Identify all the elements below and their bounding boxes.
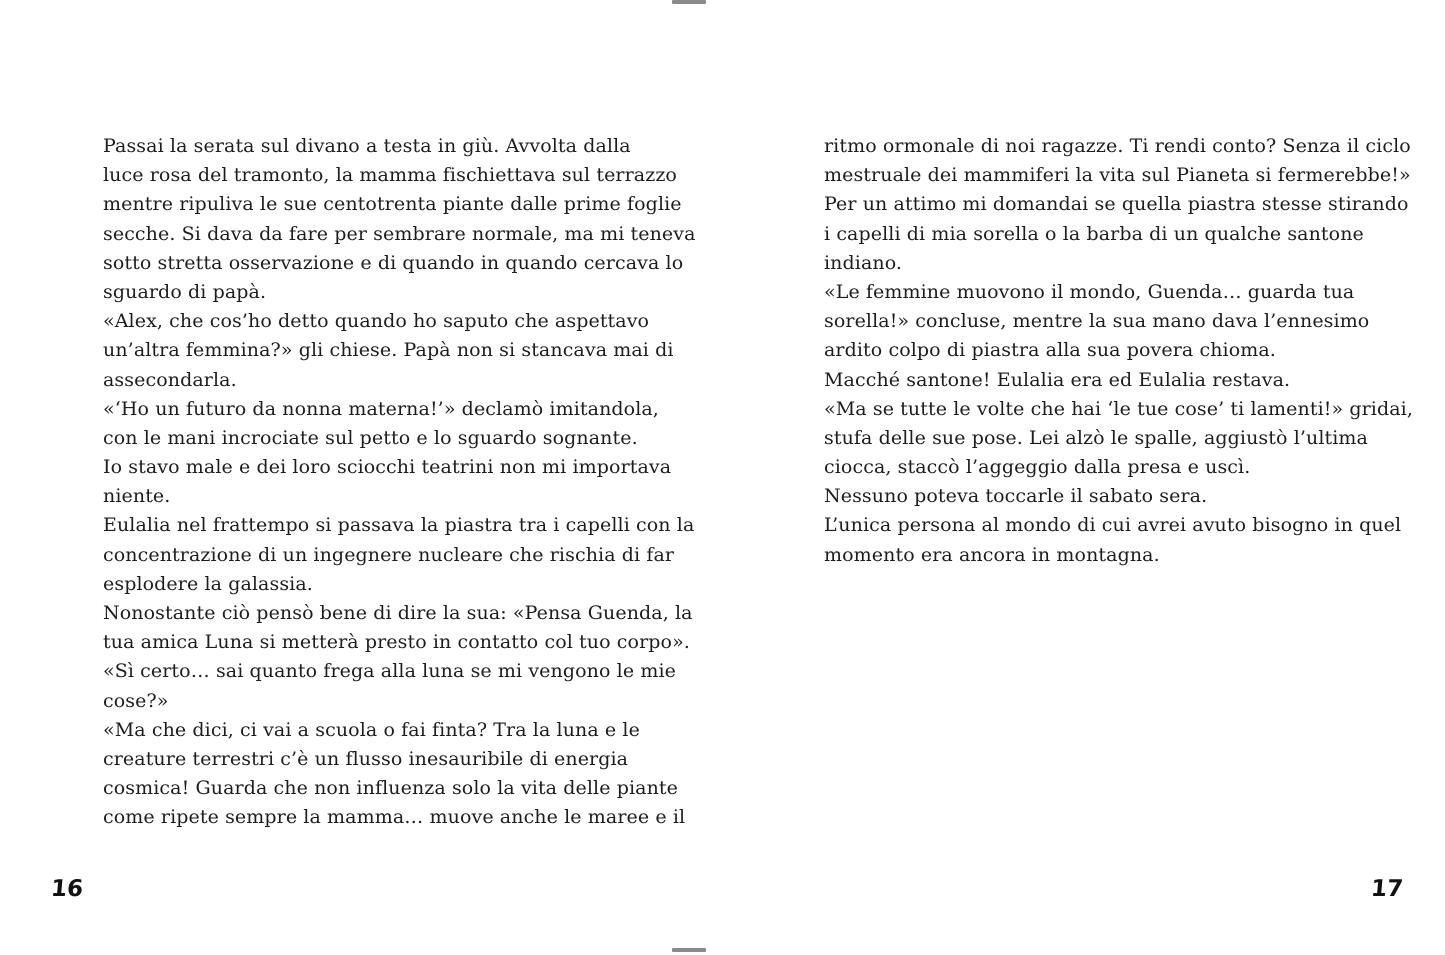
text-line: con le mani incrociate sul petto e lo sguardo sognante.	[103, 426, 638, 449]
text-line: concentrazione di un ingegnere nucleare che rischia di far	[103, 543, 675, 566]
text-line: «Ma che dici, ci vai a scuola o fai finta? Tra la luna e le	[103, 718, 640, 741]
text-line: tua amica Luna si metterà presto in contatto col tuo corpo».	[103, 631, 690, 654]
left-page-number: 16	[49, 876, 85, 902]
text-line: Passai la serata sul divano a testa in giù. Avvolta dalla	[103, 135, 631, 157]
text-line: sotto stretta osservazione e di quando in quando cercava lo	[103, 251, 684, 274]
text-line: un’altra femmina?» gli chiese. Papà non si stancava mai di	[103, 339, 674, 362]
text-line: L’unica persona al mondo di cui avrei avuto bisogno in quel	[824, 514, 1402, 537]
text-line: Nonostante ciò pensò bene di dire la sua: «Pensa Guenda, la	[103, 602, 693, 624]
text-line: mestruale dei mammiferi la vita sul Pianeta si fermerebbe!»	[824, 164, 1411, 187]
text-line: cosmica! Guarda che non influenza solo la vita delle piante	[103, 777, 678, 800]
text-line: sorella!» concluse, mentre la sua mano dava l’ennesimo	[824, 310, 1370, 333]
text-line: secche. Si dava da fare per sembrare normale, ma mi teneva	[103, 222, 696, 245]
text-line: «Sì certo… sai quanto frega alla luna se mi vengono le mie	[103, 660, 676, 683]
text-line: Per un attimo mi domandai se quella piastra stesse stirando	[824, 193, 1409, 216]
left-page-text	[103, 132, 696, 833]
text-line: momento era ancora in montagna.	[824, 543, 1160, 566]
text-line: luce rosa del tramonto, la mamma fischiettava sul terrazzo	[103, 164, 677, 187]
right-page-text	[824, 132, 1413, 570]
text-line: cose?»	[103, 689, 169, 712]
text-line: esplodere la galassia.	[103, 572, 313, 595]
text-line: «Alex, che cos’ho detto quando ho saputo che aspettavo	[103, 310, 650, 333]
text-line: Nessuno poteva toccarle il sabato sera.	[824, 485, 1208, 508]
text-line: ritmo ormonale di noi ragazze. Ti rendi conto? Senza il ciclo	[824, 135, 1411, 157]
text-line: «Ma se tutte le volte che hai ‘le tue cose’ ti lamenti!» gridai,	[824, 397, 1413, 420]
text-line: Macché santone! Eulalia era ed Eulalia restava.	[824, 368, 1291, 391]
text-line: Io stavo male e dei loro sciocchi teatrini non mi importava	[103, 456, 672, 479]
text-line: come ripete sempre la mamma… muove anche le maree e il	[103, 806, 686, 829]
text-line: creature terrestri c’è un flusso inesauribile di energia	[103, 747, 629, 770]
right-page-number: 17	[1369, 876, 1405, 902]
text-line: «Le femmine muovono il mondo, Guenda… guarda tua	[824, 280, 1355, 303]
text-line: ciocca, staccò l’aggeggio dalla presa e uscì.	[824, 456, 1251, 479]
text-line: «‘Ho un futuro da nonna materna!’» declamò imitandola,	[103, 397, 659, 420]
text-line: sguardo di papà.	[103, 280, 267, 303]
text-line: ardito colpo di piastra alla sua povera chioma.	[824, 339, 1276, 362]
text-line: Eulalia nel frattempo si passava la piastra tra i capelli con la	[103, 514, 695, 537]
text-line: niente.	[103, 485, 171, 508]
text-line: mentre ripuliva le sue centotrenta piante dalle prime foglie	[103, 193, 682, 216]
bottom-page-edge-mark	[672, 948, 706, 952]
text-line: i capelli di mia sorella o la barba di un qualche santone	[824, 222, 1364, 245]
top-page-edge-mark	[672, 0, 706, 4]
text-line: stufa delle sue pose. Lei alzò le spalle, aggiustò l’ultima	[824, 426, 1368, 449]
text-line: indiano.	[824, 251, 903, 274]
text-line: assecondarla.	[103, 368, 237, 391]
